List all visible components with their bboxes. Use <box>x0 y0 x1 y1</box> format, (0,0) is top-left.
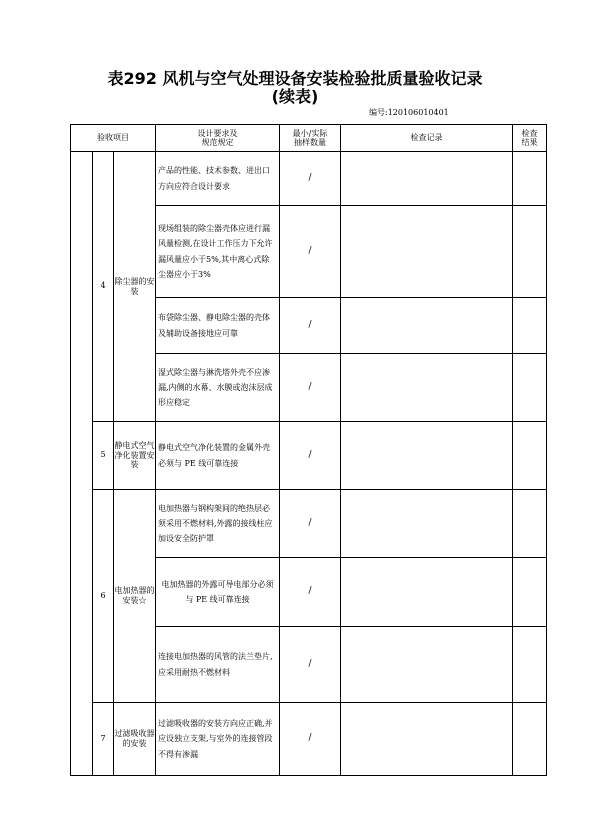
table-row <box>71 490 547 558</box>
header-sample-text: 最小/实际 抽样数量 <box>292 128 328 147</box>
sample-cell: / <box>280 152 341 206</box>
item-name: 电加热器的安装☆ <box>114 490 156 703</box>
result-cell[interactable] <box>513 298 547 354</box>
requirement-cell: 过滤吸收器的安装方向应正确,并应设独立支架,与室外的连接管段不得有渗漏 <box>156 703 280 776</box>
requirement-cell: 电加热器与钢构架间的绝热层必须采用不燃材料,外露的接线柱应加设安全防护罩 <box>156 490 280 558</box>
header-sample <box>280 125 341 152</box>
acceptance-table <box>70 124 547 776</box>
requirement-cell: 电加热器的外露可导电部分必须与 PE 线可靠连接 <box>156 558 280 627</box>
result-cell[interactable] <box>513 422 547 490</box>
result-cell[interactable] <box>513 490 547 558</box>
result-cell[interactable] <box>513 558 547 627</box>
record-cell[interactable] <box>341 627 513 703</box>
header-result-text: 检查 结果 <box>521 128 538 147</box>
record-cell[interactable] <box>341 490 513 558</box>
header-requirement <box>156 125 280 152</box>
item-number: 5 <box>93 422 114 490</box>
record-cell[interactable] <box>341 703 513 776</box>
sample-cell: / <box>280 627 341 703</box>
table-header-row <box>71 125 547 152</box>
result-cell[interactable] <box>513 627 547 703</box>
requirement-cell: 布袋除尘器、静电除尘器的壳体及辅助设备接地应可靠 <box>156 298 280 354</box>
sample-cell: / <box>280 422 341 490</box>
page-subtitle: (续表) <box>271 87 319 106</box>
document-number: 编号:120106010401 <box>369 108 449 117</box>
requirement-cell: 湿式除尘器与淋洗塔外壳不应渗漏,内侧的水幕、水膜或泡沫层成形应稳定 <box>156 354 280 422</box>
item-name: 过滤吸收器的安装 <box>114 703 156 776</box>
requirement-cell: 现场组装的除尘器壳体应进行漏风量检测,在设计工作压力下允许漏风量应小于5%,其中离心式除尘器应小于3% <box>156 206 280 298</box>
sample-cell: / <box>280 354 341 422</box>
item-name: 静电式空气净化装置安装 <box>114 422 156 490</box>
result-cell[interactable] <box>513 152 547 206</box>
requirement-cell: 静电式空气净化装置的金属外壳必须与 PE 线可靠连接 <box>156 422 280 490</box>
result-cell[interactable] <box>513 354 547 422</box>
sample-cell: / <box>280 703 341 776</box>
table-row <box>71 422 547 490</box>
requirement-cell: 连接电加热器的风管的法兰垫片,应采用耐热不燃材料 <box>156 627 280 703</box>
record-cell[interactable] <box>341 422 513 490</box>
sample-cell: / <box>280 490 341 558</box>
record-cell[interactable] <box>341 354 513 422</box>
record-cell[interactable] <box>341 152 513 206</box>
header-item: 验收项目 <box>71 125 156 152</box>
result-cell[interactable] <box>513 703 547 776</box>
item-number: 6 <box>93 490 114 703</box>
result-cell[interactable] <box>513 206 547 298</box>
header-result <box>513 125 547 152</box>
header-requirement-text: 设计要求及 规范规定 <box>197 128 238 147</box>
sample-cell: / <box>280 206 341 298</box>
item-name: 除尘器的安装 <box>114 152 156 422</box>
item-number: 4 <box>93 152 114 422</box>
category-cell <box>71 152 93 776</box>
page-title: 表292 风机与空气处理设备安装检验批质量验收记录 <box>107 69 483 88</box>
table-row <box>71 152 547 206</box>
item-number: 7 <box>93 703 114 776</box>
record-cell[interactable] <box>341 558 513 627</box>
requirement-cell: 产品的性能、技术参数、进出口方向应符合设计要求 <box>156 152 280 206</box>
table-row <box>71 703 547 776</box>
header-record: 检查记录 <box>341 125 513 152</box>
record-cell[interactable] <box>341 298 513 354</box>
sample-cell: / <box>280 558 341 627</box>
sample-cell: / <box>280 298 341 354</box>
record-cell[interactable] <box>341 206 513 298</box>
